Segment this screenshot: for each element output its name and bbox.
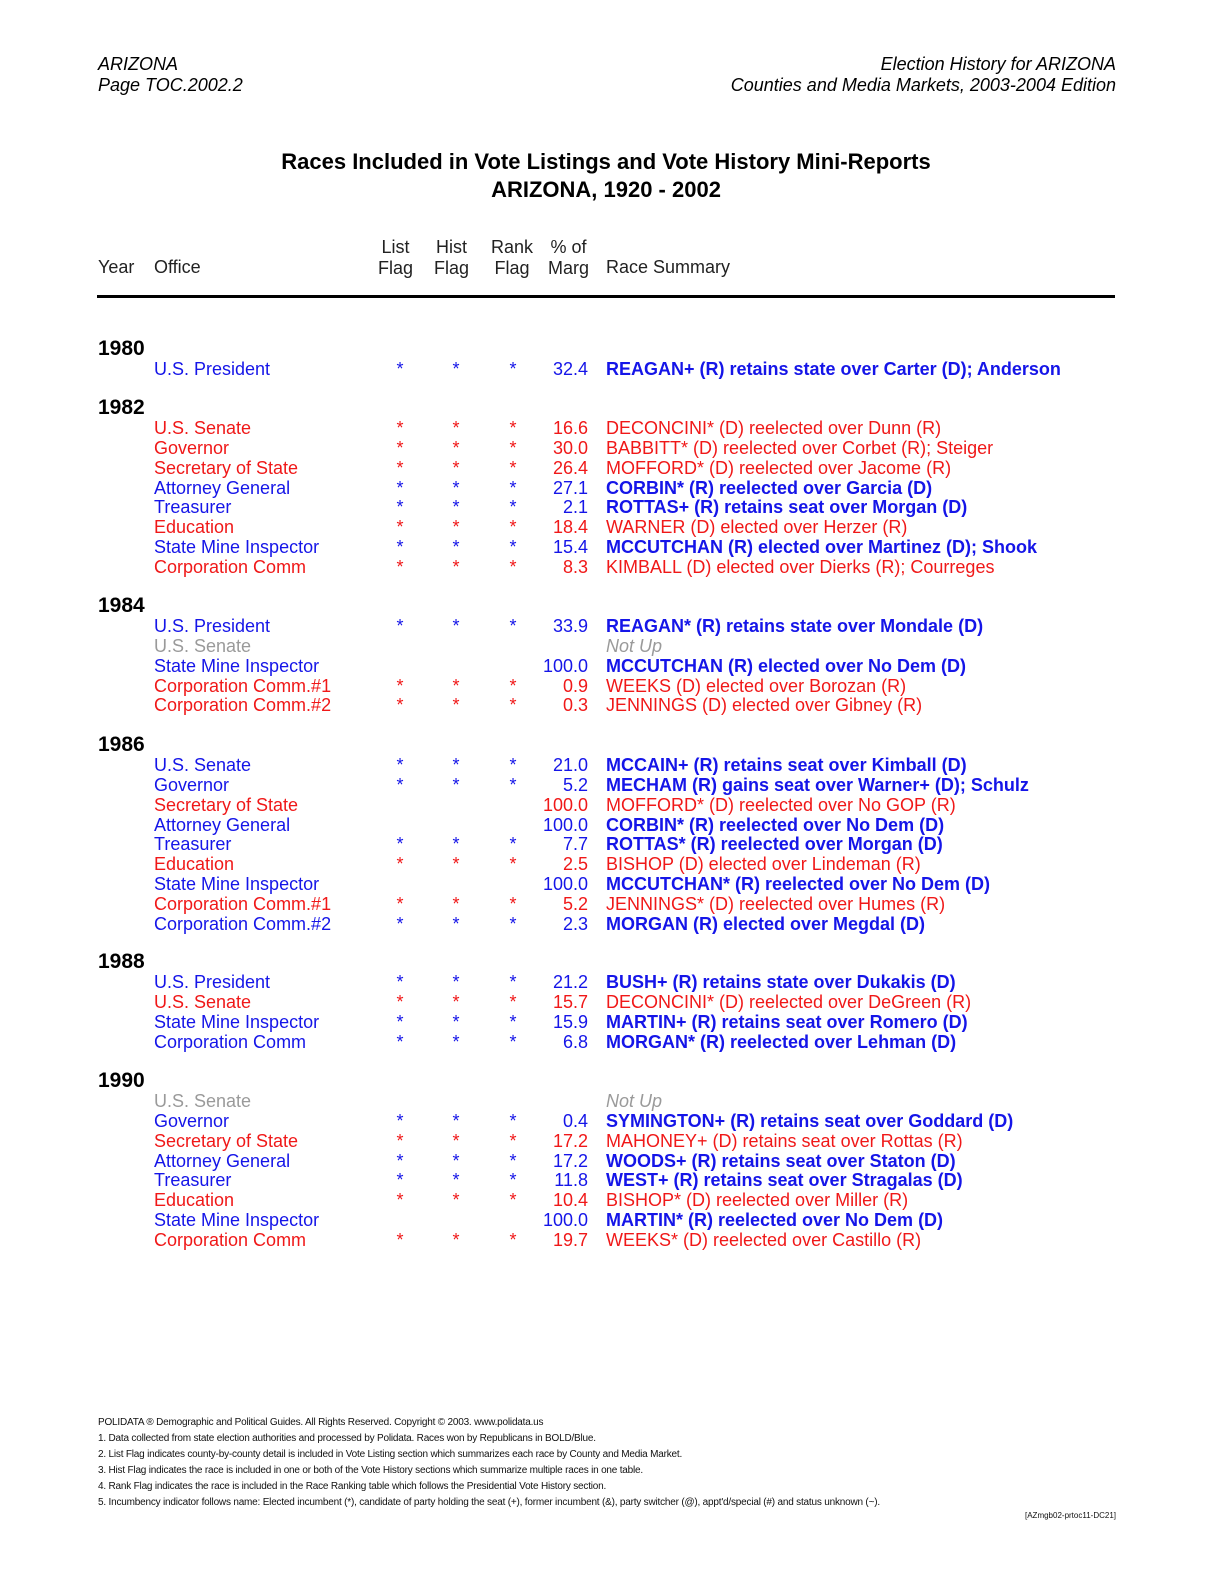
office-cell: U.S. Senate bbox=[154, 1091, 252, 1111]
col-summary-header: Race Summary bbox=[606, 257, 731, 277]
hist-flag-cell: * bbox=[452, 1229, 460, 1250]
hist-flag-cell: * bbox=[452, 893, 460, 914]
race-row bbox=[0, 1032, 1224, 1052]
race-row bbox=[0, 458, 1224, 478]
col-list-bottom: Flag bbox=[378, 258, 414, 278]
margin-cell: 100.0 bbox=[542, 655, 588, 676]
race-summary-cell: MOFFORD* (D) reelected over Jacome (R) bbox=[606, 457, 952, 478]
rank-flag-cell: * bbox=[509, 537, 517, 558]
margin-cell: 8.3 bbox=[562, 556, 588, 577]
race-row bbox=[0, 1230, 1224, 1250]
rank-flag-cell: * bbox=[509, 695, 517, 716]
race-summary-cell: REAGAN* (R) retains state over Mondale (D) bbox=[606, 616, 984, 636]
race-summary-cell: WEST+ (R) retains seat over Stragalas (D) bbox=[606, 1170, 963, 1191]
margin-cell: 16.6 bbox=[552, 418, 588, 438]
hist-flag-cell: * bbox=[452, 755, 460, 775]
race-row bbox=[0, 894, 1224, 914]
col-margin-header bbox=[548, 237, 589, 279]
rank-flag-cell: * bbox=[509, 1229, 517, 1250]
margin-cell: 0.9 bbox=[562, 675, 588, 696]
race-row bbox=[0, 418, 1224, 438]
hist-flag-cell: * bbox=[452, 457, 460, 478]
office-cell: Education bbox=[154, 854, 235, 875]
office-cell: U.S. President bbox=[154, 359, 271, 379]
race-row bbox=[0, 438, 1224, 458]
rank-flag-cell: * bbox=[509, 437, 517, 458]
race-summary-cell: WARNER (D) elected over Herzer (R) bbox=[606, 517, 908, 538]
list-flag-cell: * bbox=[396, 457, 404, 478]
margin-cell: 10.4 bbox=[552, 1190, 588, 1211]
margin-cell: 5.2 bbox=[562, 893, 588, 914]
race-row bbox=[0, 1091, 1224, 1111]
header-left bbox=[98, 54, 243, 96]
rank-flag-cell: * bbox=[509, 991, 517, 1012]
hist-flag-cell: * bbox=[452, 1031, 460, 1052]
list-flag-cell: * bbox=[396, 774, 404, 795]
list-flag-cell: * bbox=[396, 1011, 404, 1032]
hist-flag-cell: * bbox=[452, 1150, 460, 1171]
race-summary-cell: MORGAN (R) elected over Megdal (D) bbox=[606, 913, 926, 934]
year-heading: 1984 bbox=[98, 594, 145, 617]
margin-cell: 21.2 bbox=[552, 972, 588, 992]
hist-flag-cell: * bbox=[452, 854, 460, 875]
race-row bbox=[0, 1012, 1224, 1032]
rank-flag-cell: * bbox=[509, 913, 517, 934]
list-flag-cell: * bbox=[396, 854, 404, 875]
state-name: ARIZONA bbox=[98, 54, 179, 74]
race-row bbox=[0, 972, 1224, 992]
margin-cell: 15.9 bbox=[552, 1011, 588, 1032]
office-cell: Secretary of State bbox=[154, 457, 299, 478]
race-row bbox=[0, 815, 1224, 835]
margin-cell: 26.4 bbox=[552, 457, 588, 478]
office-cell: Corporation Comm.#1 bbox=[154, 675, 332, 696]
office-cell: Governor bbox=[154, 437, 230, 458]
race-summary-cell: ROTTAS+ (R) retains seat over Morgan (D) bbox=[606, 497, 968, 518]
office-cell: State Mine Inspector bbox=[154, 537, 320, 558]
race-row bbox=[0, 695, 1224, 715]
header-right bbox=[731, 54, 1116, 96]
hist-flag-cell: * bbox=[452, 675, 460, 696]
list-flag-cell: * bbox=[396, 517, 404, 538]
hist-flag-cell: * bbox=[452, 497, 460, 518]
rank-flag-cell: * bbox=[509, 497, 517, 518]
list-flag-cell: * bbox=[396, 913, 404, 934]
margin-cell: 7.7 bbox=[562, 834, 588, 855]
rank-flag-cell: * bbox=[509, 1190, 517, 1211]
rank-flag-cell: * bbox=[509, 457, 517, 478]
office-cell: State Mine Inspector bbox=[154, 1011, 320, 1032]
col-rank-top: Rank bbox=[491, 237, 534, 257]
office-cell: U.S. Senate bbox=[154, 755, 252, 775]
race-summary-cell: MARTIN+ (R) retains seat over Romero (D) bbox=[606, 1011, 968, 1032]
margin-cell: 11.8 bbox=[554, 1170, 588, 1191]
rank-flag-cell: * bbox=[509, 1130, 517, 1151]
rank-flag-cell: * bbox=[509, 477, 517, 498]
col-list-flag-header bbox=[378, 237, 413, 279]
race-row bbox=[0, 874, 1224, 894]
office-cell: Corporation Comm.#1 bbox=[154, 893, 332, 914]
race-row bbox=[0, 557, 1224, 577]
race-summary-cell: DECONCINI* (D) reelected over DeGreen (R) bbox=[606, 991, 972, 1012]
list-flag-cell: * bbox=[396, 972, 404, 992]
office-cell: Secretary of State bbox=[154, 1130, 299, 1151]
col-list-top: List bbox=[381, 237, 410, 257]
race-row bbox=[0, 914, 1224, 934]
office-cell: State Mine Inspector bbox=[154, 874, 320, 895]
race-row bbox=[0, 478, 1224, 498]
footer-line: 3. Hist Flag indicates the race is included in one or both of the Vote History sections which summarize multiple races in one table. bbox=[98, 1465, 643, 1476]
hist-flag-cell: * bbox=[452, 1190, 460, 1211]
list-flag-cell: * bbox=[396, 1150, 404, 1171]
race-row bbox=[0, 497, 1224, 517]
rank-flag-cell: * bbox=[509, 418, 517, 438]
office-cell: Corporation Comm bbox=[154, 556, 307, 577]
race-summary-cell: JENNINGS* (D) reelected over Humes (R) bbox=[606, 893, 946, 914]
race-summary-cell: BABBITT* (D) reelected over Corbet (R); Steiger bbox=[606, 437, 994, 458]
race-row bbox=[0, 1131, 1224, 1151]
col-hist-top: Hist bbox=[436, 237, 467, 257]
race-row bbox=[0, 1210, 1224, 1230]
race-row bbox=[0, 517, 1224, 537]
year-heading: 1990 bbox=[98, 1069, 145, 1092]
race-summary-cell: MCCUTCHAN (R) elected over Martinez (D); Shook bbox=[606, 537, 1038, 558]
hist-flag-cell: * bbox=[452, 913, 460, 934]
hist-flag-cell: * bbox=[452, 1130, 460, 1151]
rank-flag-cell: * bbox=[509, 972, 517, 992]
race-summary-cell: WEEKS* (D) reelected over Castillo (R) bbox=[606, 1229, 922, 1250]
race-row bbox=[0, 636, 1224, 656]
office-cell: Treasurer bbox=[154, 497, 232, 518]
office-cell: U.S. Senate bbox=[154, 418, 252, 438]
office-cell: U.S. Senate bbox=[154, 635, 252, 656]
race-row bbox=[0, 775, 1224, 795]
race-summary-cell: Not Up bbox=[606, 635, 663, 656]
margin-cell: 17.2 bbox=[552, 1150, 588, 1171]
hist-flag-cell: * bbox=[452, 834, 460, 855]
margin-cell: 21.0 bbox=[552, 755, 588, 775]
race-summary-cell: MCCUTCHAN* (R) reelected over No Dem (D) bbox=[606, 874, 991, 895]
footer-line: 5. Incumbency indicator follows name: Elected incumbent (*), candidate of party holding the seat (+), former incumbent (&), party switcher (@), appt'd/special (#) and status unknown (~). bbox=[98, 1497, 880, 1508]
hist-flag-cell: * bbox=[452, 556, 460, 577]
col-year-header: Year bbox=[98, 257, 135, 277]
hist-flag-cell: * bbox=[452, 695, 460, 716]
header-rule bbox=[97, 295, 1115, 298]
title-line-2: ARIZONA, 1920 - 2002 bbox=[491, 177, 721, 202]
race-summary-cell: ROTTAS* (R) reelected over Morgan (D) bbox=[606, 834, 943, 855]
race-summary-cell: DECONCINI* (D) reelected over Dunn (R) bbox=[606, 418, 942, 438]
margin-cell: 100.0 bbox=[542, 794, 588, 815]
margin-cell: 0.4 bbox=[562, 1110, 588, 1131]
hist-flag-cell: * bbox=[452, 437, 460, 458]
footer-notes bbox=[98, 1415, 880, 1511]
rank-flag-cell: * bbox=[509, 1150, 517, 1171]
race-summary-cell: REAGAN+ (R) retains state over Carter (D); Anderson bbox=[606, 359, 1061, 379]
office-cell: Corporation Comm bbox=[154, 1229, 307, 1250]
rank-flag-cell: * bbox=[509, 774, 517, 795]
margin-cell: 100.0 bbox=[542, 814, 588, 835]
margin-cell: 33.9 bbox=[552, 616, 588, 636]
list-flag-cell: * bbox=[396, 695, 404, 716]
race-row bbox=[0, 1190, 1224, 1210]
footer-line: 1. Data collected from state election authorities and processed by Polidata. Races won by Republicans in BOLD/Blue. bbox=[98, 1433, 596, 1444]
hist-flag-cell: * bbox=[452, 972, 460, 992]
race-row bbox=[0, 755, 1224, 775]
year-heading: 1988 bbox=[98, 950, 145, 973]
office-cell: Treasurer bbox=[154, 1170, 232, 1191]
race-summary-cell: CORBIN* (R) reelected over Garcia (D) bbox=[606, 477, 933, 498]
hist-flag-cell: * bbox=[452, 616, 460, 636]
year-heading: 1980 bbox=[98, 337, 145, 360]
office-cell: Treasurer bbox=[154, 834, 232, 855]
list-flag-cell: * bbox=[396, 1130, 404, 1151]
hist-flag-cell: * bbox=[452, 517, 460, 538]
rank-flag-cell: * bbox=[509, 893, 517, 914]
hist-flag-cell: * bbox=[452, 774, 460, 795]
office-cell: State Mine Inspector bbox=[154, 655, 320, 676]
margin-cell: 0.3 bbox=[562, 695, 588, 716]
margin-cell: 2.1 bbox=[562, 497, 588, 518]
office-cell: U.S. Senate bbox=[154, 991, 252, 1012]
margin-cell: 18.4 bbox=[552, 517, 588, 538]
race-summary-cell: MARTIN* (R) reelected over No Dem (D) bbox=[606, 1210, 944, 1231]
race-summary-cell: KIMBALL (D) elected over Dierks (R); Courreges bbox=[606, 556, 995, 577]
hist-flag-cell: * bbox=[452, 1170, 460, 1191]
race-summary-cell: BISHOP* (D) reelected over Miller (R) bbox=[606, 1190, 909, 1211]
list-flag-cell: * bbox=[396, 556, 404, 577]
hist-flag-cell: * bbox=[452, 1011, 460, 1032]
edition-label: Counties and Media Markets, 2003-2004 Edition bbox=[730, 75, 1116, 95]
office-cell: Corporation Comm.#2 bbox=[154, 695, 332, 716]
race-summary-cell: MCCUTCHAN (R) elected over No Dem (D) bbox=[606, 655, 967, 676]
race-summary-cell: CORBIN* (R) reelected over No Dem (D) bbox=[606, 814, 945, 835]
footer-line: POLIDATA ® Demographic and Political Guides. All Rights Reserved. Copyright © 2003. www.polidata.us bbox=[98, 1417, 544, 1428]
office-cell: U.S. President bbox=[154, 972, 271, 992]
year-heading: 1986 bbox=[98, 733, 145, 756]
race-summary-cell: BUSH+ (R) retains state over Dukakis (D) bbox=[606, 972, 956, 992]
publication-title: Election History for ARIZONA bbox=[880, 54, 1116, 74]
race-row bbox=[0, 1151, 1224, 1171]
rank-flag-cell: * bbox=[509, 1170, 517, 1191]
list-flag-cell: * bbox=[396, 477, 404, 498]
rank-flag-cell: * bbox=[509, 517, 517, 538]
race-summary-cell: MCCAIN+ (R) retains seat over Kimball (D) bbox=[606, 755, 967, 775]
race-summary-cell: Not Up bbox=[606, 1091, 663, 1111]
race-row bbox=[0, 1111, 1224, 1131]
race-summary-cell: MOFFORD* (D) reelected over No GOP (R) bbox=[606, 794, 956, 815]
list-flag-cell: * bbox=[396, 537, 404, 558]
office-cell: Attorney General bbox=[154, 477, 291, 498]
hist-flag-cell: * bbox=[452, 991, 460, 1012]
margin-cell: 15.4 bbox=[552, 537, 588, 558]
margin-cell: 32.4 bbox=[552, 359, 588, 379]
office-cell: Governor bbox=[154, 1110, 230, 1131]
race-row bbox=[0, 834, 1224, 854]
year-heading: 1982 bbox=[98, 396, 145, 419]
race-summary-cell: MECHAM (R) gains seat over Warner+ (D); Schulz bbox=[606, 774, 1029, 795]
margin-cell: 27.1 bbox=[552, 477, 588, 498]
rank-flag-cell: * bbox=[509, 834, 517, 855]
race-row bbox=[0, 656, 1224, 676]
list-flag-cell: * bbox=[396, 834, 404, 855]
document-code: [AZmgb02-prtoc11-DC21] bbox=[1025, 1511, 1116, 1520]
race-row bbox=[0, 359, 1224, 379]
race-summary-cell: MAHONEY+ (D) retains seat over Rottas (R) bbox=[606, 1130, 963, 1151]
margin-cell: 17.2 bbox=[552, 1130, 588, 1151]
margin-cell: 15.7 bbox=[552, 991, 588, 1012]
title-line-1: Races Included in Vote Listings and Vote History Mini-Reports bbox=[281, 149, 931, 174]
list-flag-cell: * bbox=[396, 675, 404, 696]
list-flag-cell: * bbox=[396, 1170, 404, 1191]
list-flag-cell: * bbox=[396, 1110, 404, 1131]
race-summary-cell: WEEKS (D) elected over Borozan (R) bbox=[606, 675, 907, 696]
list-flag-cell: * bbox=[396, 991, 404, 1012]
margin-cell: 30.0 bbox=[552, 437, 588, 458]
race-row bbox=[0, 992, 1224, 1012]
office-cell: Education bbox=[154, 1190, 235, 1211]
race-row bbox=[0, 616, 1224, 636]
margin-cell: 6.8 bbox=[562, 1031, 588, 1052]
hist-flag-cell: * bbox=[452, 1110, 460, 1131]
hist-flag-cell: * bbox=[452, 537, 460, 558]
margin-cell: 5.2 bbox=[562, 774, 588, 795]
rank-flag-cell: * bbox=[509, 854, 517, 875]
hist-flag-cell: * bbox=[452, 418, 460, 438]
margin-cell: 19.7 bbox=[552, 1229, 588, 1250]
list-flag-cell: * bbox=[396, 497, 404, 518]
footer-line: 2. List Flag indicates county-by-county detail is included in Vote Listing section which summarizes each race by County and Media Market. bbox=[98, 1449, 683, 1460]
race-summary-cell: WOODS+ (R) retains seat over Staton (D) bbox=[606, 1150, 956, 1171]
rank-flag-cell: * bbox=[509, 616, 517, 636]
office-cell: Secretary of State bbox=[154, 794, 299, 815]
rank-flag-cell: * bbox=[509, 359, 517, 379]
col-marg-top: % of bbox=[550, 237, 587, 257]
list-flag-cell: * bbox=[396, 893, 404, 914]
list-flag-cell: * bbox=[396, 755, 404, 775]
office-cell: Attorney General bbox=[154, 1150, 291, 1171]
margin-cell: 2.5 bbox=[562, 854, 588, 875]
col-office-header: Office bbox=[154, 257, 201, 277]
page-number: Page TOC.2002.2 bbox=[98, 75, 243, 95]
list-flag-cell: * bbox=[396, 437, 404, 458]
margin-cell: 100.0 bbox=[542, 874, 588, 895]
col-rank-bottom: Flag bbox=[494, 258, 530, 278]
list-flag-cell: * bbox=[396, 1229, 404, 1250]
rank-flag-cell: * bbox=[509, 1011, 517, 1032]
rank-flag-cell: * bbox=[509, 675, 517, 696]
race-summary-cell: MORGAN* (R) reelected over Lehman (D) bbox=[606, 1031, 957, 1052]
margin-cell: 2.3 bbox=[562, 913, 588, 934]
rank-flag-cell: * bbox=[509, 1110, 517, 1131]
list-flag-cell: * bbox=[396, 1031, 404, 1052]
office-cell: Corporation Comm bbox=[154, 1031, 307, 1052]
margin-cell: 100.0 bbox=[542, 1210, 588, 1231]
office-cell: Attorney General bbox=[154, 814, 291, 835]
footer-line: 4. Rank Flag indicates the race is included in the Race Ranking table which follows the Presidential Vote History section. bbox=[98, 1481, 607, 1492]
col-marg-bottom: Marg bbox=[548, 258, 590, 278]
office-cell: State Mine Inspector bbox=[154, 1210, 320, 1231]
page-title bbox=[0, 148, 1212, 204]
rank-flag-cell: * bbox=[509, 755, 517, 775]
office-cell: Governor bbox=[154, 774, 230, 795]
list-flag-cell: * bbox=[396, 418, 404, 438]
race-row bbox=[0, 1170, 1224, 1190]
race-summary-cell: BISHOP (D) elected over Lindeman (R) bbox=[606, 854, 921, 875]
rank-flag-cell: * bbox=[509, 556, 517, 577]
list-flag-cell: * bbox=[396, 359, 404, 379]
list-flag-cell: * bbox=[396, 1190, 404, 1211]
col-hist-bottom: Flag bbox=[434, 258, 470, 278]
race-row bbox=[0, 676, 1224, 696]
col-rank-flag-header bbox=[491, 237, 533, 279]
office-cell: U.S. President bbox=[154, 616, 271, 636]
hist-flag-cell: * bbox=[452, 477, 460, 498]
race-summary-cell: JENNINGS (D) elected over Gibney (R) bbox=[606, 695, 923, 716]
office-cell: Corporation Comm.#2 bbox=[154, 913, 332, 934]
rank-flag-cell: * bbox=[509, 1031, 517, 1052]
office-cell: Education bbox=[154, 517, 235, 538]
hist-flag-cell: * bbox=[452, 359, 460, 379]
list-flag-cell: * bbox=[396, 616, 404, 636]
col-hist-flag-header bbox=[434, 237, 469, 279]
race-row bbox=[0, 537, 1224, 557]
race-row bbox=[0, 854, 1224, 874]
race-row bbox=[0, 795, 1224, 815]
race-summary-cell: SYMINGTON+ (R) retains seat over Goddard (D) bbox=[606, 1110, 1014, 1131]
